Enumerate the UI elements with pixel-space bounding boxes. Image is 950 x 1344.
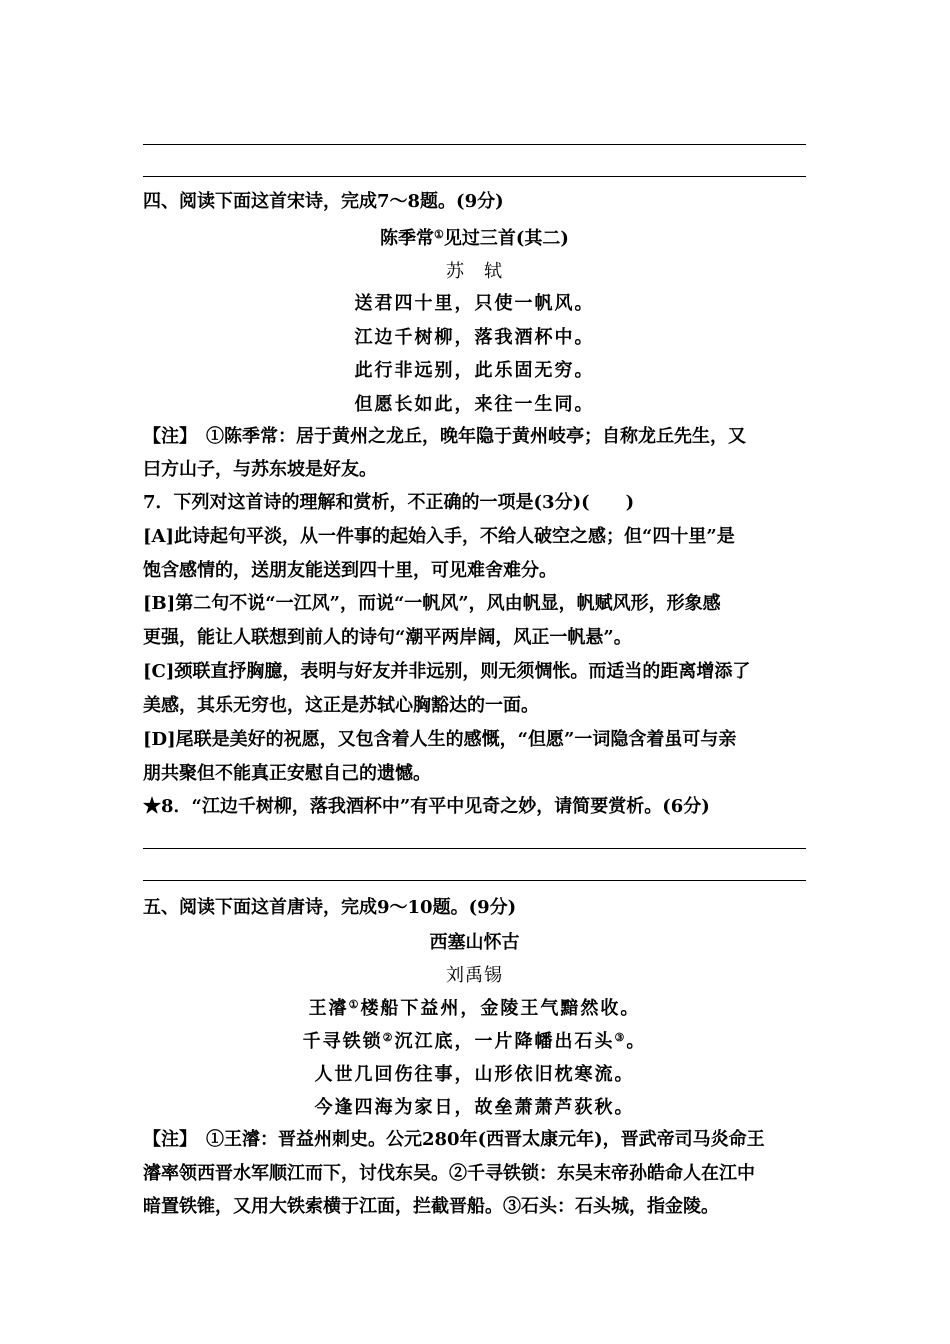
note-line: 暗置铁锥，又用大铁索横于江面，拦截晋船。③石头：石头城，指金陵。	[143, 1196, 719, 1217]
option-d-line: [D]尾联是美好的祝愿，又包含着人生的感慨，“但愿”一词隐含着虽可与亲	[143, 729, 737, 750]
option-b-line: [B]第二句不说“一江风”，而说“一帆风”，风由帆显，帆赋风形，形象感	[143, 593, 721, 614]
poem-line: 送君四十里，只使一帆风。	[354, 293, 595, 314]
note-line: 濬率领西晋水军顺江而下，讨伐东吴。②千寻铁锁：东吴末帝孙皓命人在江中	[143, 1163, 755, 1184]
answer-line	[143, 144, 806, 145]
poem-line: 但愿长如此，来往一生同。	[354, 394, 595, 415]
poem-line: 千寻铁锁②沉江底，一片降幡出石头③。	[302, 1031, 647, 1052]
question-7: 7．下列对这首诗的理解和赏析，不正确的一项是(3分)( )	[143, 492, 635, 513]
option-a-line: [A]此诗起句平淡，从一件事的起始入手，不给人破空之感；但“四十里”是	[143, 526, 735, 547]
answer-line[interactable]	[143, 848, 806, 849]
poem-author: 刘禹锡	[446, 965, 503, 986]
footnote-marker: ①	[348, 998, 361, 1011]
section-5-heading: 五、阅读下面这首唐诗，完成9～10题。(9分)	[143, 897, 517, 918]
option-b-line: 更强，能让人联想到前人的诗句“潮平两岸阔，风正一帆悬”。	[143, 627, 632, 648]
note-line: 【注】 ①王濬：晋益州刺史。公元280年(西晋太康元年)，晋武帝司马炎命王	[143, 1129, 765, 1150]
footnote-marker: ③	[614, 1031, 627, 1044]
poem-author: 苏 轼	[446, 261, 503, 282]
note-line: 曰方山子，与苏东坡是好友。	[143, 459, 377, 480]
poem-line: 今逢四海为家日，故垒萧萧芦荻秋。	[314, 1097, 635, 1118]
option-a-line: 饱含感情的，送朋友能送到四十里，可见难舍难分。	[143, 560, 557, 581]
poem-line: 人世几回伤往事，山形依旧枕寒流。	[314, 1064, 635, 1085]
question-8: ★8．“江边千树柳，落我酒杯中”有平中见奇之妙，请简要赏析。(6分)	[143, 796, 710, 817]
option-d-line: 朋共聚但不能真正安慰自己的遗憾。	[143, 763, 431, 784]
poem-line: 江边千树柳，落我酒杯中。	[354, 327, 595, 348]
footnote-marker: ①	[434, 228, 444, 241]
poem-line: 此行非远别，此乐固无穷。	[354, 360, 595, 381]
option-c-line: [C]颈联直抒胸臆，表明与好友并非远别，则无须惆怅。而适当的距离增添了	[143, 661, 751, 682]
section-4-heading: 四、阅读下面这首宋诗，完成7～8题。(9分)	[143, 191, 504, 212]
option-c-line: 美感，其乐无穷也，这正是苏轼心胸豁达的一面。	[143, 695, 539, 716]
note-line: 【注】 ①陈季常：居于黄州之龙丘，晚年隐于黄州岐亭；自称龙丘先生，又	[143, 426, 746, 447]
poem-title: 西塞山怀古	[429, 932, 520, 953]
answer-line	[143, 176, 806, 177]
poem-title: 陈季常①见过三首(其二)	[380, 228, 569, 249]
poem-line: 王濬①楼船下益州，金陵王气黯然收。	[308, 998, 641, 1019]
footnote-marker: ②	[382, 1031, 395, 1044]
answer-line[interactable]	[143, 880, 806, 881]
